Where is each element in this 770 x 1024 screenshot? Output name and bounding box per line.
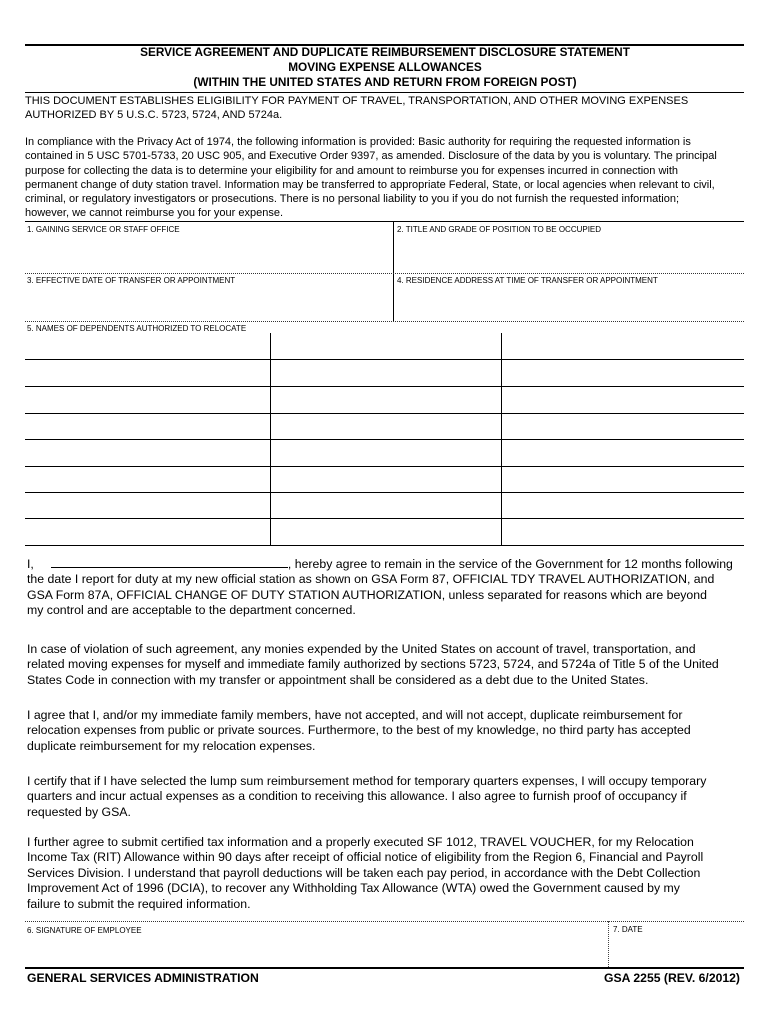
form-subtitle-scope: (WITHIN THE UNITED STATES AND RETURN FROM FOREIGN POST) (193, 75, 577, 89)
residence-address-label: 4. RESIDENCE ADDRESS AT TIME OF TRANSFER OR APPOINTMENT (397, 276, 658, 285)
field-divider (393, 221, 394, 322)
dependents-row-line (25, 359, 744, 360)
dependents-label: 5. NAMES OF DEPENDENTS AUTHORIZED TO RELOCATE (27, 324, 247, 333)
agreement-line: In case of violation of such agreement, any monies expended by the United States on account of travel, transportation, and (27, 642, 696, 656)
agreement-line: GSA Form 87A, OFFICIAL CHANGE OF DUTY STATION AUTHORIZATION, unless separated for reasons which are beyond (27, 587, 707, 602)
agreement-line: the date I report for duty at my new official station as shown on GSA Form 87, OFFICIAL TDY TRAVEL AUTHORIZATION, and (27, 572, 715, 587)
eligibility-line: THIS DOCUMENT ESTABLISHES ELIGIBILITY FOR PAYMENT OF TRAVEL, TRANSPORTATION, AND OTHER MOVING EXPENSES (25, 95, 689, 107)
effective-date-label: 3. EFFECTIVE DATE OF TRANSFER OR APPOINTMENT (27, 276, 236, 285)
residence-address-field[interactable] (395, 284, 743, 320)
field-row-rule (25, 321, 744, 322)
signature-date-divider (608, 921, 609, 967)
dependents-row-line (25, 439, 744, 440)
form-number: GSA 2255 (REV. 6/2012) (604, 971, 740, 985)
agreement-line: I further agree to submit certified tax information and a properly executed SF 1012, TRAVEL VOUCHER, for my Relocation (27, 835, 694, 849)
privacy-line: In compliance with the Privacy Act of 1974, the following information is provided: Basic authority for requiring the requested information is (25, 136, 691, 148)
title-rule (25, 92, 744, 93)
field-grid-top (25, 221, 744, 222)
agreement-line: Income Tax (RIT) Allowance within 90 days after receipt of official notice of eligibility from the Region 6, Financial and Payroll (27, 850, 704, 865)
agreement-line: , hereby agree to remain in the service of the Government for 12 months following (287, 557, 733, 571)
signature-row-rule (25, 921, 744, 922)
agreement-line: relocation expenses from public or private sources. Furthermore, to the best of my knowledge, no third party has accepted (27, 723, 691, 738)
date-field[interactable] (610, 936, 743, 966)
signature-label: 6. SIGNATURE OF EMPLOYEE (27, 926, 142, 935)
form-subtitle: MOVING EXPENSE ALLOWANCES (288, 60, 482, 74)
privacy-line: criminal, or regulatory investigators or prosecutions. There is no personal liability to you if you do not furnish the requested information; (25, 193, 680, 206)
privacy-line: contained in 5 USC 5701-5733, 20 USC 905, and Executive Order 9397, as amended. Disclosure of the data by you is voluntary. The principal (25, 150, 717, 163)
agreement-line: my control and are acceptable to the department concerned. (27, 603, 356, 618)
violation-paragraph (27, 642, 743, 688)
dependents-row-line (25, 518, 744, 519)
agreement-line: I agree that I, and/or my immediate family members, have not accepted, and will not accept, duplicate reimbursement for (27, 708, 683, 722)
dependents-row-line (25, 466, 744, 467)
title-grade-label: 2. TITLE AND GRADE OF POSITION TO BE OCCUPIED (397, 225, 602, 234)
title-grade-field[interactable] (395, 232, 743, 272)
privacy-act-statement (25, 135, 745, 221)
agreement-line: requested by GSA. (27, 804, 131, 819)
dependents-row-line (25, 413, 744, 414)
agreement-prefix: I, (27, 557, 38, 571)
agreement-first-line (27, 556, 743, 572)
agreement-line: I certify that if I have selected the lump sum reimbursement method for temporary quarters expenses, I will occupy temporary (27, 774, 707, 788)
agreement-line: Services Division. I understand that payroll deductions will be taken each pay period, in accordance with the Debt Collection (27, 865, 701, 880)
privacy-line: however, we cannot reimburse you for your expense. (25, 207, 284, 220)
date-label: 7. DATE (613, 925, 643, 934)
agreement-line: duplicate reimbursement for my relocation expenses. (27, 738, 316, 753)
gaining-office-label: 1. GAINING SERVICE OR STAFF OFFICE (27, 225, 180, 234)
agreement-line: States Code in connection with my transfer or appointment shall be considered as a debt due to the United States. (27, 672, 649, 687)
signature-field[interactable] (25, 936, 605, 966)
effective-date-field[interactable] (25, 284, 391, 320)
eligibility-statement (25, 94, 745, 123)
agreement-line: Improvement Act of 1996 (DCIA), to recover any Withholding Tax Allowance (WTA) owed the Government caused by my (27, 881, 680, 896)
agreement-line: related moving expenses for myself and immediate family authorized by sections 5723, 5724, and 5724a of Title 5 of the United (27, 657, 719, 672)
tax-information-paragraph (27, 835, 743, 912)
eligibility-line: AUTHORIZED BY 5 U.S.C. 5723, 5724, AND 5724a. (25, 109, 283, 122)
lump-sum-paragraph (27, 774, 743, 820)
service-agreement-paragraph (27, 556, 743, 619)
footer-rule (25, 967, 744, 969)
dependents-row-line (25, 492, 744, 493)
dependents-row-line (25, 545, 744, 546)
agreement-line: failure to submit the required information. (27, 896, 251, 911)
dependents-row-line (25, 386, 744, 387)
duplicate-reimbursement-paragraph (27, 708, 743, 754)
field-row-rule (25, 273, 744, 274)
gaining-office-field[interactable] (25, 232, 391, 272)
employee-name-blank[interactable] (51, 556, 288, 568)
privacy-line: permanent change of duty station travel. Information may be transferred to appropriate Federal, State, or local agencies when relevant to civil, (25, 178, 715, 191)
form-title: SERVICE AGREEMENT AND DUPLICATE REIMBURSEMENT DISCLOSURE STATEMENT (140, 45, 630, 59)
privacy-line: purpose for collecting the data is to determine your eligibility for and amount to reimburse you for expenses incurred in connection with (25, 164, 679, 177)
agreement-line: quarters and incur actual expenses as a condition to receiving this allowance. I also agree to furnish proof of occupancy if (27, 789, 687, 804)
agency-name: GENERAL SERVICES ADMINISTRATION (27, 971, 259, 985)
